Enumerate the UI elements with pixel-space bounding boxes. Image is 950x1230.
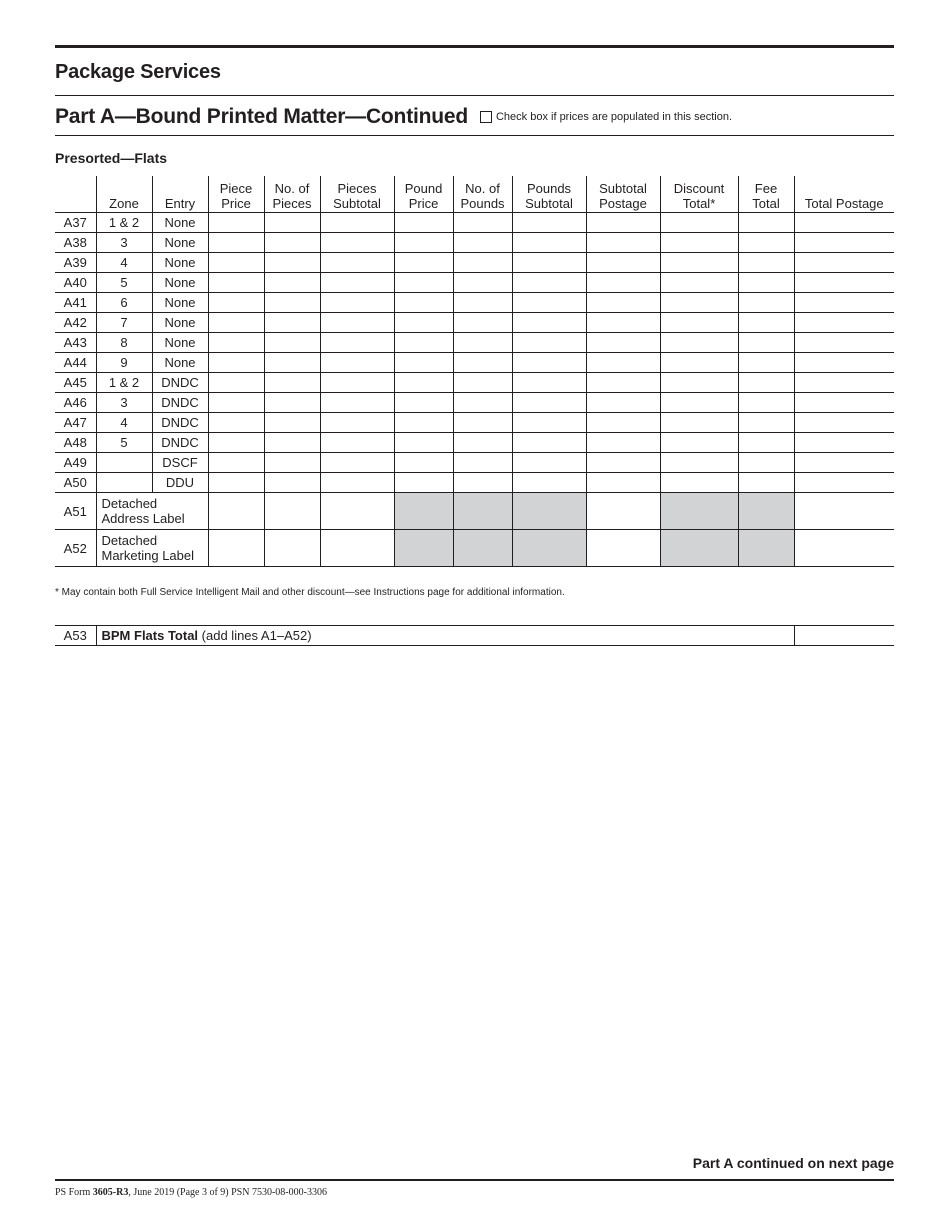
part-divider [55, 135, 894, 136]
column-header-total-postage: Total Postage [794, 176, 894, 213]
fee-total-field[interactable] [738, 353, 794, 373]
no-of-pounds-field[interactable] [453, 233, 512, 253]
column-header-pounds-subtotal: Pounds Subtotal [512, 176, 586, 213]
pound-price-field[interactable] [394, 453, 453, 473]
entry-cell: None [152, 333, 208, 353]
no-of-pounds-field[interactable] [453, 273, 512, 293]
table-row [55, 530, 894, 567]
discount-total-field[interactable] [660, 393, 738, 413]
table-row [55, 453, 894, 473]
zone-cell: 1 & 2 [96, 373, 152, 393]
pound-price-field[interactable] [394, 213, 453, 233]
line-number: A45 [55, 373, 96, 393]
pounds-subtotal-field[interactable] [512, 233, 586, 253]
discount-total-field[interactable] [660, 433, 738, 453]
table-row [55, 253, 894, 273]
entry-cell: None [152, 233, 208, 253]
column-header-line [55, 176, 96, 213]
label-line-1: Detached [101, 533, 158, 548]
pound-price-field[interactable] [394, 293, 453, 313]
subtotal-postage-field[interactable] [586, 413, 660, 433]
line-number: A44 [55, 353, 96, 373]
discount-total-field[interactable] [660, 233, 738, 253]
column-header-subtotal-postage: Subtotal Postage [586, 176, 660, 213]
zone-cell [96, 473, 152, 493]
no-of-pounds-field[interactable] [453, 293, 512, 313]
total-postage-field[interactable] [794, 393, 894, 413]
pieces-subtotal-field[interactable] [320, 473, 394, 493]
discount-total-field[interactable] [660, 273, 738, 293]
table-row [55, 473, 894, 493]
pounds-subtotal-field[interactable] [512, 453, 586, 473]
subtotal-postage-field[interactable] [586, 453, 660, 473]
pounds-subtotal-field[interactable] [512, 333, 586, 353]
fee-total-field[interactable] [738, 393, 794, 413]
line-number: A47 [55, 413, 96, 433]
no-of-pounds-field[interactable] [453, 333, 512, 353]
piece-price-field[interactable] [208, 293, 264, 313]
table-row [55, 313, 894, 333]
column-header-no-of-pounds: No. of Pounds [453, 176, 512, 213]
pounds-subtotal-field[interactable] [512, 393, 586, 413]
discount-total-field[interactable] [660, 413, 738, 433]
presorted-flats-table [55, 176, 894, 567]
piece-price-field[interactable] [208, 353, 264, 373]
pounds-subtotal-field[interactable] [512, 313, 586, 333]
total-postage-field[interactable] [794, 433, 894, 453]
pounds-subtotal-shaded-cell [512, 530, 586, 567]
no-of-pieces-field[interactable] [264, 313, 320, 333]
table-row [55, 433, 894, 453]
piece-price-field[interactable] [208, 493, 264, 530]
column-header-fee-total: Fee Total [738, 176, 794, 213]
table-row [55, 393, 894, 413]
fee-total-field[interactable] [738, 413, 794, 433]
line-number: A41 [55, 293, 96, 313]
pieces-subtotal-field[interactable] [320, 453, 394, 473]
pieces-subtotal-field[interactable] [320, 213, 394, 233]
section-divider [55, 95, 894, 96]
total-value-field[interactable] [794, 626, 894, 646]
pound-price-shaded-cell [394, 530, 453, 567]
pound-price-field[interactable] [394, 413, 453, 433]
no-of-pieces-field[interactable] [264, 453, 320, 473]
pounds-subtotal-field[interactable] [512, 213, 586, 233]
total-line-number: A53 [55, 626, 96, 646]
pound-price-field[interactable] [394, 473, 453, 493]
pound-price-field[interactable] [394, 373, 453, 393]
no-of-pieces-field[interactable] [264, 473, 320, 493]
total-postage-field[interactable] [794, 413, 894, 433]
line-number: A46 [55, 393, 96, 413]
zone-cell: 9 [96, 353, 152, 373]
total-postage-field[interactable] [794, 453, 894, 473]
total-postage-field[interactable] [794, 213, 894, 233]
pieces-subtotal-field[interactable] [320, 373, 394, 393]
zone-cell [96, 453, 152, 473]
discount-total-field[interactable] [660, 333, 738, 353]
pieces-subtotal-field[interactable] [320, 233, 394, 253]
pound-price-field[interactable] [394, 253, 453, 273]
entry-cell: None [152, 213, 208, 233]
no-of-pounds-field[interactable] [453, 213, 512, 233]
subsection-title: Presorted—Flats [55, 150, 168, 166]
pieces-subtotal-field[interactable] [320, 433, 394, 453]
discount-total-field[interactable] [660, 253, 738, 273]
fee-total-field[interactable] [738, 433, 794, 453]
column-header-no-of-pieces: No. of Pieces [264, 176, 320, 213]
checkbox-label: Check box if prices are populated in this section. [495, 111, 733, 123]
table-row [55, 493, 894, 530]
piece-price-field[interactable] [208, 213, 264, 233]
table-row [55, 273, 894, 293]
piece-price-field[interactable] [208, 233, 264, 253]
entry-cell: None [152, 353, 208, 373]
label-line-2: Marketing Label [101, 548, 194, 563]
pound-price-field[interactable] [394, 313, 453, 333]
label-line-2: Address Label [101, 511, 185, 526]
no-of-pounds-field[interactable] [453, 253, 512, 273]
pound-price-field[interactable] [394, 333, 453, 353]
no-of-pieces-field[interactable] [264, 273, 320, 293]
fee-total-field[interactable] [738, 253, 794, 273]
subtotal-postage-field[interactable] [586, 213, 660, 233]
no-of-pieces-field[interactable] [264, 373, 320, 393]
table-row [55, 333, 894, 353]
pounds-subtotal-field[interactable] [512, 413, 586, 433]
table-row [55, 213, 894, 233]
zone-cell: 3 [96, 233, 152, 253]
zone-cell: 7 [96, 313, 152, 333]
table-row [55, 373, 894, 393]
fee-total-field[interactable] [738, 473, 794, 493]
pound-price-field[interactable] [394, 393, 453, 413]
piece-price-field[interactable] [208, 453, 264, 473]
pound-price-field[interactable] [394, 233, 453, 253]
entry-cell: None [152, 293, 208, 313]
zone-cell: 3 [96, 393, 152, 413]
total-postage-field[interactable] [794, 353, 894, 373]
table-row [55, 293, 894, 313]
no-of-pounds-shaded-cell [453, 530, 512, 567]
subtotal-postage-field[interactable] [586, 473, 660, 493]
bottom-rule [55, 1179, 894, 1181]
pound-price-field[interactable] [394, 273, 453, 293]
entry-cell: None [152, 253, 208, 273]
pounds-subtotal-field[interactable] [512, 373, 586, 393]
total-postage-field[interactable] [794, 373, 894, 393]
discount-total-field[interactable] [660, 473, 738, 493]
fee-total-field[interactable] [738, 273, 794, 293]
pound-price-shaded-cell [394, 493, 453, 530]
pounds-subtotal-field[interactable] [512, 353, 586, 373]
discount-total-shaded-cell [660, 493, 738, 530]
line-number: A51 [55, 493, 96, 530]
pounds-subtotal-field[interactable] [512, 293, 586, 313]
total-postage-field[interactable] [794, 313, 894, 333]
piece-price-field[interactable] [208, 373, 264, 393]
line-number: A38 [55, 233, 96, 253]
piece-price-field[interactable] [208, 433, 264, 453]
subtotal-postage-field[interactable] [586, 493, 660, 530]
fee-total-field[interactable] [738, 373, 794, 393]
column-header-pound-price: Pound Price [394, 176, 453, 213]
entry-cell: DDU [152, 473, 208, 493]
line-number: A52 [55, 530, 96, 567]
pieces-subtotal-field[interactable] [320, 293, 394, 313]
column-header-discount-total: Discount Total* [660, 176, 738, 213]
table-row [55, 353, 894, 373]
piece-price-field[interactable] [208, 253, 264, 273]
prices-populated-checkbox[interactable] [480, 111, 492, 123]
zone-cell: 5 [96, 433, 152, 453]
total-postage-field[interactable] [794, 253, 894, 273]
fee-total-shaded-cell [738, 530, 794, 567]
pieces-subtotal-field[interactable] [320, 393, 394, 413]
piece-price-field[interactable] [208, 273, 264, 293]
no-of-pounds-field[interactable] [453, 453, 512, 473]
form-number: 3605-R3 [92, 1187, 129, 1198]
fee-total-field[interactable] [738, 453, 794, 473]
discount-total-field[interactable] [660, 213, 738, 233]
fee-total-field[interactable] [738, 333, 794, 353]
no-of-pieces-field[interactable] [264, 293, 320, 313]
pound-price-field[interactable] [394, 433, 453, 453]
entry-cell: DNDC [152, 433, 208, 453]
no-of-pounds-field[interactable] [453, 433, 512, 453]
pounds-subtotal-shaded-cell [512, 493, 586, 530]
total-postage-field[interactable] [794, 493, 894, 530]
line-number: A43 [55, 333, 96, 353]
no-of-pieces-field[interactable] [264, 433, 320, 453]
no-of-pieces-field[interactable] [264, 353, 320, 373]
subtotal-postage-field[interactable] [586, 313, 660, 333]
no-of-pounds-field[interactable] [453, 413, 512, 433]
form-suffix: , June 2019 (Page 3 of 9) PSN 7530-08-000-3306 [128, 1187, 327, 1198]
discount-total-field[interactable] [660, 293, 738, 313]
no-of-pounds-field[interactable] [453, 473, 512, 493]
piece-price-field[interactable] [208, 393, 264, 413]
no-of-pieces-field[interactable] [264, 333, 320, 353]
header-row [55, 176, 894, 213]
column-header-piece-price: Piece Price [208, 176, 264, 213]
line-number: A50 [55, 473, 96, 493]
zone-cell: 8 [96, 333, 152, 353]
column-header-entry: Entry [152, 176, 208, 213]
column-header-pieces-subtotal: Pieces Subtotal [320, 176, 394, 213]
subtotal-postage-field[interactable] [586, 373, 660, 393]
entry-cell: DNDC [152, 413, 208, 433]
total-row [55, 626, 894, 646]
no-of-pieces-field[interactable] [264, 493, 320, 530]
total-note: (add lines A1–A52) [201, 628, 312, 643]
zone-cell: 4 [96, 413, 152, 433]
no-of-pieces-field[interactable] [264, 530, 320, 567]
fee-total-field[interactable] [738, 213, 794, 233]
no-of-pieces-field[interactable] [264, 253, 320, 273]
line-number: A42 [55, 313, 96, 333]
subtotal-postage-field[interactable] [586, 393, 660, 413]
total-postage-field[interactable] [794, 293, 894, 313]
fee-total-field[interactable] [738, 233, 794, 253]
fee-total-field[interactable] [738, 313, 794, 333]
line-number: A48 [55, 433, 96, 453]
piece-price-field[interactable] [208, 530, 264, 567]
total-postage-field[interactable] [794, 233, 894, 253]
zone-cell: 4 [96, 253, 152, 273]
total-bold-label: BPM Flats Total [101, 628, 199, 643]
line-number: A49 [55, 453, 96, 473]
discount-total-field[interactable] [660, 353, 738, 373]
pieces-subtotal-field[interactable] [320, 253, 394, 273]
no-of-pieces-field[interactable] [264, 413, 320, 433]
line-number: A40 [55, 273, 96, 293]
subtotal-postage-field[interactable] [586, 233, 660, 253]
total-postage-field[interactable] [794, 333, 894, 353]
subtotal-postage-field[interactable] [586, 333, 660, 353]
label-description [96, 493, 208, 530]
pieces-subtotal-field[interactable] [320, 353, 394, 373]
pieces-subtotal-field[interactable] [320, 273, 394, 293]
no-of-pounds-field[interactable] [453, 313, 512, 333]
entry-cell: DSCF [152, 453, 208, 473]
pieces-subtotal-field[interactable] [320, 530, 394, 567]
zone-cell: 5 [96, 273, 152, 293]
part-title: Part A—Bound Printed Matter—Continued [55, 105, 468, 128]
piece-price-field[interactable] [208, 413, 264, 433]
entry-cell: DNDC [152, 393, 208, 413]
discount-total-shaded-cell [660, 530, 738, 567]
section-title: Package Services [55, 61, 221, 83]
total-postage-field[interactable] [794, 473, 894, 493]
pieces-subtotal-field[interactable] [320, 313, 394, 333]
form-prefix: PS Form [55, 1187, 93, 1198]
continued-notice: Part A continued on next page [692, 1155, 894, 1171]
total-postage-field[interactable] [794, 273, 894, 293]
pound-price-field[interactable] [394, 353, 453, 373]
piece-price-field[interactable] [208, 333, 264, 353]
discount-total-field[interactable] [660, 373, 738, 393]
subtotal-postage-field[interactable] [586, 433, 660, 453]
pounds-subtotal-field[interactable] [512, 253, 586, 273]
subtotal-postage-field[interactable] [586, 353, 660, 373]
form-footer [55, 1187, 327, 1198]
subtotal-postage-field[interactable] [586, 253, 660, 273]
line-number: A39 [55, 253, 96, 273]
part-title-row [55, 102, 732, 132]
no-of-pounds-field[interactable] [453, 353, 512, 373]
top-rule [55, 45, 894, 48]
pounds-subtotal-field[interactable] [512, 273, 586, 293]
table-row [55, 233, 894, 253]
discount-total-field[interactable] [660, 453, 738, 473]
subtotal-postage-field[interactable] [586, 530, 660, 567]
total-postage-field[interactable] [794, 530, 894, 567]
zone-cell: 6 [96, 293, 152, 313]
entry-cell: DNDC [152, 373, 208, 393]
pieces-subtotal-field[interactable] [320, 333, 394, 353]
fee-total-field[interactable] [738, 293, 794, 313]
pieces-subtotal-field[interactable] [320, 493, 394, 530]
flats-total-table [55, 625, 894, 646]
subtotal-postage-field[interactable] [586, 273, 660, 293]
entry-cell: None [152, 273, 208, 293]
no-of-pieces-field[interactable] [264, 213, 320, 233]
label-description [96, 530, 208, 567]
footnote: * May contain both Full Service Intelligent Mail and other discount—see Instructions page for additional information. [55, 587, 565, 598]
no-of-pounds-field[interactable] [453, 373, 512, 393]
line-number: A37 [55, 213, 96, 233]
no-of-pounds-shaded-cell [453, 493, 512, 530]
pieces-subtotal-field[interactable] [320, 413, 394, 433]
piece-price-field[interactable] [208, 473, 264, 493]
entry-cell: None [152, 313, 208, 333]
column-header-zone: Zone [96, 176, 152, 213]
discount-total-field[interactable] [660, 313, 738, 333]
piece-price-field[interactable] [208, 313, 264, 333]
label-line-1: Detached [101, 496, 158, 511]
no-of-pieces-field[interactable] [264, 393, 320, 413]
total-description [96, 626, 794, 646]
table-row [55, 413, 894, 433]
pounds-subtotal-field[interactable] [512, 473, 586, 493]
fee-total-shaded-cell [738, 493, 794, 530]
zone-cell: 1 & 2 [96, 213, 152, 233]
no-of-pounds-field[interactable] [453, 393, 512, 413]
pounds-subtotal-field[interactable] [512, 433, 586, 453]
subtotal-postage-field[interactable] [586, 293, 660, 313]
no-of-pieces-field[interactable] [264, 233, 320, 253]
